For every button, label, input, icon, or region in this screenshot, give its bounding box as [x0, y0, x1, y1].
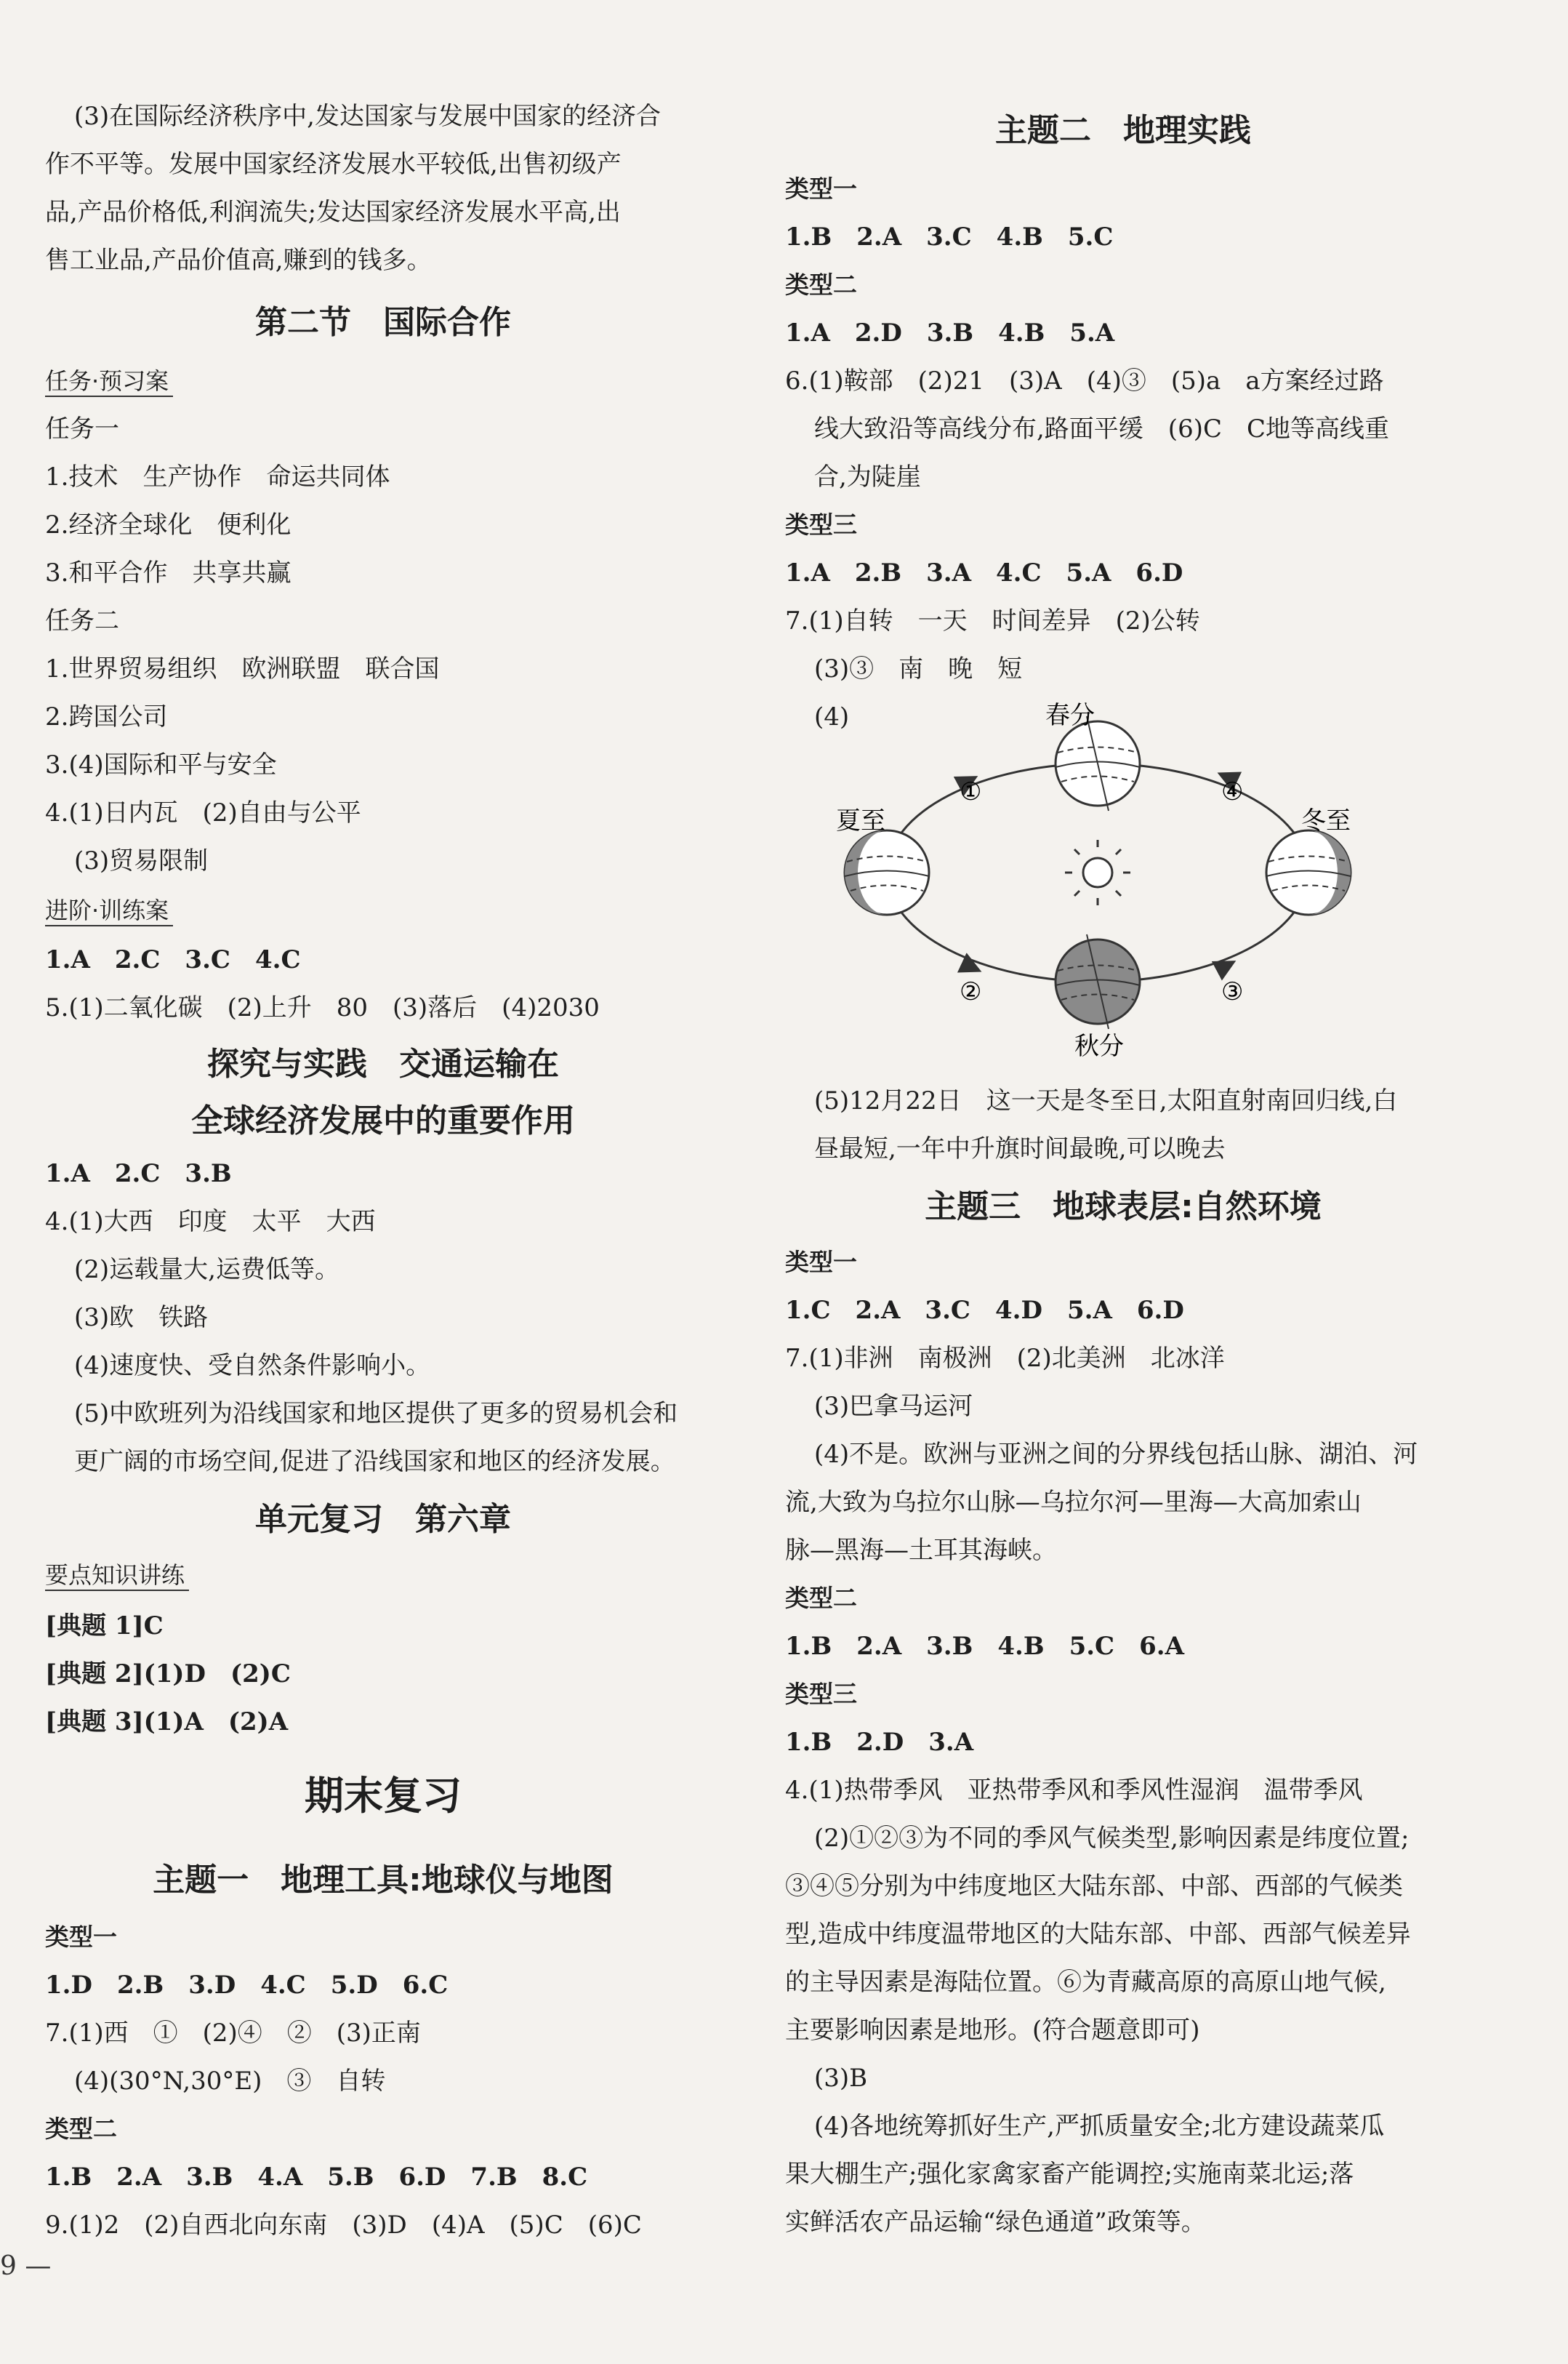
answer-line: (4)不是。欧洲与亚洲之间的分界线包括山脉、湖泊、河: [814, 1440, 1418, 1469]
type-label: 类型二: [785, 271, 857, 299]
label-n3: ③: [1221, 977, 1244, 1006]
answer-line: 7.(1)非洲 南极洲 (2)北美洲 北冰洋: [785, 1344, 1225, 1373]
type-label: 类型三: [785, 1680, 857, 1708]
answer-line: (4)(30°N,30°E) ③ 自转: [74, 2067, 386, 2096]
orbit-arrow: [1221, 963, 1232, 969]
answer-line: (5)12月22日 这一天是冬至日,太阳直射南回归线,白: [814, 1086, 1398, 1115]
answer-line: 1.B 2.A 3.C 4.B 5.C: [785, 223, 1114, 252]
type-label: 类型一: [45, 1923, 117, 1951]
text-line: 作不平等。发展中国家经济发展水平较低,出售初级产: [45, 150, 622, 179]
answer-line: (5)中欧班列为沿线国家和地区提供了更多的贸易机会和: [74, 1399, 678, 1428]
type-label: 类型一: [785, 175, 857, 203]
earth-winter: [1266, 830, 1351, 915]
answer-line: 7.(1)西 ① (2)④ ② (3)正南: [45, 2019, 421, 2048]
section-title: 主题二 地理实践: [995, 112, 1251, 149]
answer-line: 2.跨国公司: [45, 702, 168, 732]
task-label: 任务二: [45, 606, 119, 636]
chapter-title: 期末复习: [305, 1773, 462, 1819]
answer-line: 9.(1)2 (2)自西北向东南 (3)D (4)A (5)C (6)C: [45, 2211, 642, 2240]
type-label: 类型一: [785, 1248, 857, 1276]
type-label: 类型二: [785, 1584, 857, 1612]
answer-line: 1.D 2.B 3.D 4.C 5.D 6.C: [45, 1971, 449, 2000]
answer-line: 1.世界贸易组织 欧洲联盟 联合国: [45, 654, 440, 684]
answer-line: 1.技术 生产协作 命运共同体: [45, 462, 390, 492]
earth-summer: [845, 830, 929, 915]
answer-line: 1.C 2.A 3.C 4.D 5.A 6.D: [785, 1296, 1184, 1325]
answer-line: (2)①②③为不同的季风气候类型,影响因素是纬度位置;: [814, 1824, 1410, 1853]
label-autumn: 秋分: [1074, 1032, 1124, 1061]
label-n4: ④: [1221, 777, 1244, 806]
answer-line: 4.(1)热带季风 亚热带季风和季风性湿润 温带季风: [785, 1776, 1363, 1805]
answer-line: [典题 1]C: [45, 1611, 164, 1640]
answer-line: 型,造成中纬度温带地区的大陆东部、中部、西部气候差异: [785, 1920, 1411, 1949]
answer-line: 的主导因素是海陆位置。⑥为青藏高原的高原山地气候,: [785, 1968, 1386, 1997]
preview-label: 任务·预习案: [45, 366, 173, 397]
text-line: 售工业品,产品价值高,赚到的钱多。: [45, 246, 432, 275]
orbit-arrow: [967, 965, 978, 970]
label-summer: 夏至: [836, 806, 885, 836]
answer-line: 7.(1)自转 一天 时间差异 (2)公转: [785, 606, 1200, 636]
section-title: 主题一 地理工具:地球仪与地图: [153, 1862, 614, 1899]
task-label: 任务一: [45, 414, 119, 444]
label-winter: 冬至: [1301, 806, 1351, 836]
answer-line: 1.A 2.B 3.A 4.C 5.A 6.D: [785, 558, 1183, 588]
answer-line: (3)欧 铁路: [74, 1303, 209, 1332]
answer-line: 1.B 2.D 3.A: [785, 1728, 974, 1757]
answer-line: (4)各地统筹抓好生产,严抓质量安全;北方建设蔬菜瓜: [814, 2112, 1385, 2141]
answer-line: (3)③ 南 晚 短: [814, 654, 1023, 684]
answer-line: [典题 2](1)D (2)C: [45, 1659, 291, 1688]
answer-line: (3)B: [814, 2064, 868, 2093]
answer-line: 1.A 2.C 3.C 4.C: [45, 945, 301, 974]
section-title: 第二节 国际合作: [255, 304, 511, 341]
answer-line: 1.B 2.A 3.B 4.B 5.C 6.A: [785, 1632, 1184, 1661]
answer-line: (3)巴拿马运河: [814, 1392, 973, 1421]
section-title: 探究与实践 交通运输在: [207, 1046, 559, 1083]
type-label: 类型二: [45, 2115, 117, 2143]
answer-line: 合,为陡崖: [814, 462, 921, 492]
key-label: 要点知识讲练: [45, 1560, 189, 1591]
answer-line: ③④⑤分别为中纬度地区大陆东部、中部、西部的气候类: [785, 1872, 1403, 1901]
answer-line: [典题 3](1)A (2)A: [45, 1707, 289, 1736]
answer-line: 1.B 2.A 3.B 4.A 5.B 6.D 7.B 8.C: [45, 2163, 588, 2192]
answer-line: 1.A 2.D 3.B 4.B 5.A: [785, 318, 1115, 348]
answer-line: (4): [814, 702, 850, 732]
answer-line: 6.(1)鞍部 (2)21 (3)A (4)③ (5)a a方案经过路: [785, 366, 1384, 396]
answer-line: 3.(4)国际和平与安全: [45, 750, 277, 780]
label-spring: 春分: [1045, 701, 1095, 730]
answer-line: 主要影响因素是地形。(符合题意即可): [785, 2016, 1200, 2045]
answer-line: 昼最短,一年中升旗时间最晚,可以晚去: [814, 1134, 1226, 1163]
answer-line: (4)速度快、受自然条件影响小。: [74, 1351, 431, 1380]
answer-line: 更广阔的市场空间,促进了沿线国家和地区的经济发展。: [74, 1447, 675, 1476]
answer-line: 流,大致为乌拉尔山脉—乌拉尔河—里海—大高加索山: [785, 1488, 1362, 1517]
label-n1: ①: [960, 777, 982, 806]
answer-line: 果大棚生产;强化家禽家畜产能调控;实施南菜北运;落: [785, 2160, 1354, 2189]
text-line: 品,产品价格低,利润流失;发达国家经济发展水平高,出: [45, 198, 621, 227]
answer-line: 脉—黑海—土耳其海峡。: [785, 1536, 1057, 1565]
answer-line: (3)贸易限制: [74, 846, 209, 876]
section-title: 全球经济发展中的重要作用: [191, 1102, 575, 1139]
earth-orbit-diagram: [836, 698, 1359, 1076]
answer-line: 3.和平合作 共享共赢: [45, 558, 292, 588]
answer-line: 2.经济全球化 便利化: [45, 510, 292, 540]
answer-line: 1.A 2.C 3.B: [45, 1159, 232, 1188]
answer-line: 5.(1)二氧化碳 (2)上升 80 (3)落后 (4)2030: [45, 993, 600, 1022]
answer-line: 线大致沿等高线分布,路面平缓 (6)C C地等高线重: [814, 414, 1389, 444]
answer-line: (2)运载量大,运费低等。: [74, 1255, 339, 1284]
section-title: 主题三 地球表层:自然环境: [925, 1188, 1322, 1225]
type-label: 类型三: [785, 510, 857, 539]
page-number: 9 —: [0, 2251, 52, 2281]
answer-line: 4.(1)日内瓦 (2)自由与公平: [45, 798, 361, 828]
earth-spring: [1056, 716, 1140, 811]
sun-icon: [1065, 840, 1130, 905]
answer-line: 4.(1)大西 印度 太平 大西: [45, 1207, 376, 1236]
section-title: 单元复习 第六章: [255, 1501, 511, 1538]
text-line: (3)在国际经济秩序中,发达国家与发展中国家的经济合: [74, 102, 661, 131]
label-n2: ②: [960, 977, 982, 1006]
answer-line: 实鲜活农产品运输“绿色通道”政策等。: [785, 2208, 1206, 2237]
earth-autumn: [1056, 934, 1140, 1029]
train-label: 进阶·训练案: [45, 896, 173, 926]
